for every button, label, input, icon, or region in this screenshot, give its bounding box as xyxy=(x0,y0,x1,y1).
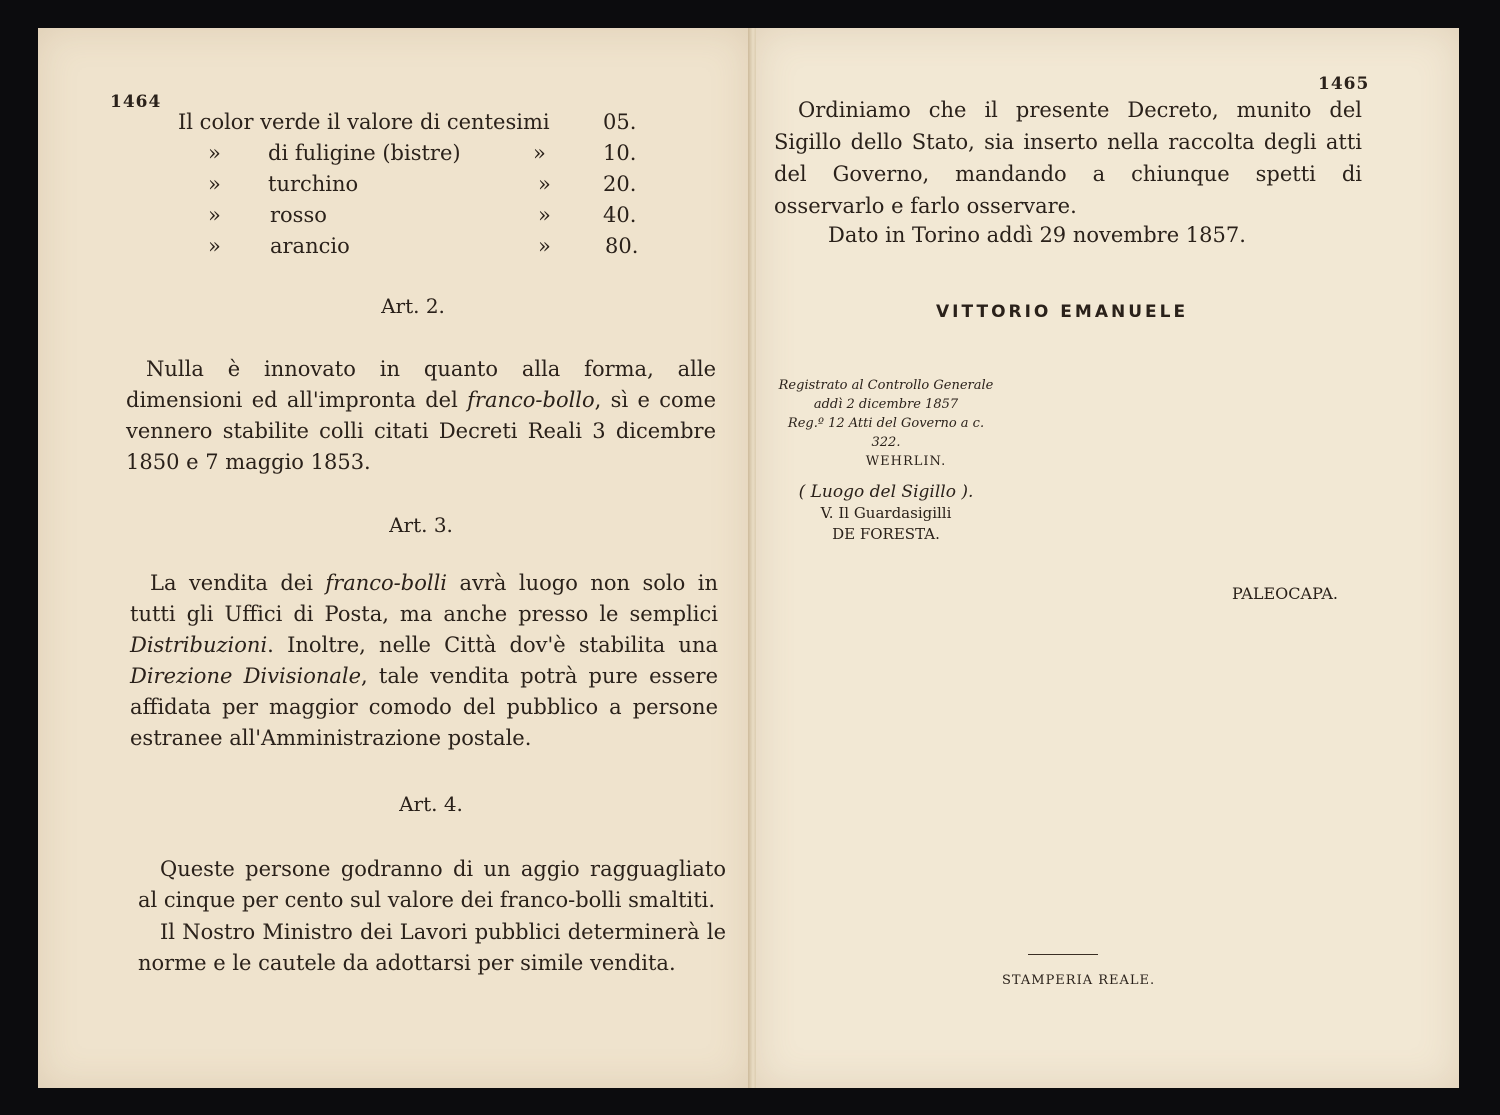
right-page xyxy=(756,28,1459,1088)
king-signature: VITTORIO EMANUELE xyxy=(936,302,1189,322)
article-4-paragraph-1: Queste persone godranno di un aggio ragguagliato al cinque per cento sul valore dei franco-bolli smaltiti. xyxy=(138,857,726,912)
rate-label: di fuligine (bistre) xyxy=(268,141,461,165)
seal-block xyxy=(776,482,996,545)
closing-order-text: Ordiniamo che il presente Decreto, munito del Sigillo dello Stato, sia inserto nella raccolta degli atti del Governo, mandando a chiunque spetti di osservarlo e farlo osservare. xyxy=(774,98,1362,218)
registration-line-2: addì 2 dicembre 1857 xyxy=(813,397,959,412)
keeper-name: DE FORESTA. xyxy=(832,525,940,543)
italic-term: Direzione Divisionale xyxy=(130,664,362,688)
rate-value: 05. xyxy=(603,110,637,134)
rate-label: arancio xyxy=(270,234,350,258)
registration-line-1: Registrato al Controllo Generale xyxy=(778,378,994,393)
rate-prefix: » xyxy=(208,203,221,227)
italic-term: franco-bollo xyxy=(467,388,595,412)
rate-value: 40. xyxy=(603,203,637,227)
rate-label: Il color verde il valore di centesimi xyxy=(178,110,550,134)
rate-prefix: » xyxy=(208,172,221,196)
rate-label: rosso xyxy=(270,203,327,227)
rate-value: 10. xyxy=(603,141,637,165)
registration-note xyxy=(776,376,996,471)
printer-name: STAMPERIA REALE. xyxy=(1002,973,1156,988)
rate-row xyxy=(178,110,638,140)
left-page xyxy=(38,28,750,1088)
rate-label: turchino xyxy=(268,172,359,196)
rate-prefix: » xyxy=(208,141,221,165)
page-number-left: 1464 xyxy=(110,92,162,112)
registration-signer: WEHRLIN. xyxy=(865,454,947,469)
italic-term: franco-bolli xyxy=(325,571,447,595)
rate-ditto: » xyxy=(533,141,546,165)
rate-value: 80. xyxy=(605,234,639,258)
seal-place: ( Luogo del Sigillo ). xyxy=(798,482,974,502)
article-4-paragraph-2: Il Nostro Ministro dei Lavori pubblici determinerà le norme e le cautele da adottarsi per simile vendita. xyxy=(138,920,726,975)
date-line: Dato in Torino addì 29 novembre 1857. xyxy=(828,223,1246,247)
article-2-heading: Art. 2. xyxy=(381,294,445,318)
rate-ditto: » xyxy=(538,234,551,258)
italic-term: Distribuzioni xyxy=(130,633,268,657)
rate-prefix: » xyxy=(208,234,221,258)
page-number-right: 1465 xyxy=(1318,74,1370,94)
rate-row xyxy=(208,172,638,202)
keeper-line: V. Il Guardasigilli xyxy=(820,504,952,522)
article-4-heading: Art. 4. xyxy=(399,792,463,816)
rate-row xyxy=(208,234,638,264)
rate-value: 20. xyxy=(603,172,637,196)
rate-ditto: » xyxy=(538,203,551,227)
rate-row xyxy=(208,141,638,171)
minister-name: PALEOCAPA. xyxy=(1232,584,1339,603)
article-3-text: La vendita dei franco-bolli avrà luogo non solo in tutti gli Uffici di Posta, ma anche presso le semplici Distribuzioni. Inoltre, nelle Città dov'è stabilita una Direzione Divisionale, tale vendita potrà pure essere affidata per maggior comodo del pubblico a persone estranee all'Amministrazione postale. xyxy=(130,571,719,750)
rate-ditto: » xyxy=(538,172,551,196)
printer-rule xyxy=(1028,954,1098,955)
registration-line-3: Reg.º 12 Atti del Governo a c. 322. xyxy=(787,416,985,450)
article-2-text: Nulla è innovato in quanto alla forma, alle dimensioni ed all'impronta del franco-bollo, sì e come vennero stabilite colli citati Decreti Reali 3 dicembre 1850 e 7 maggio 1853. xyxy=(126,357,716,474)
article-3-heading: Art. 3. xyxy=(389,513,453,537)
rate-row xyxy=(208,203,638,233)
